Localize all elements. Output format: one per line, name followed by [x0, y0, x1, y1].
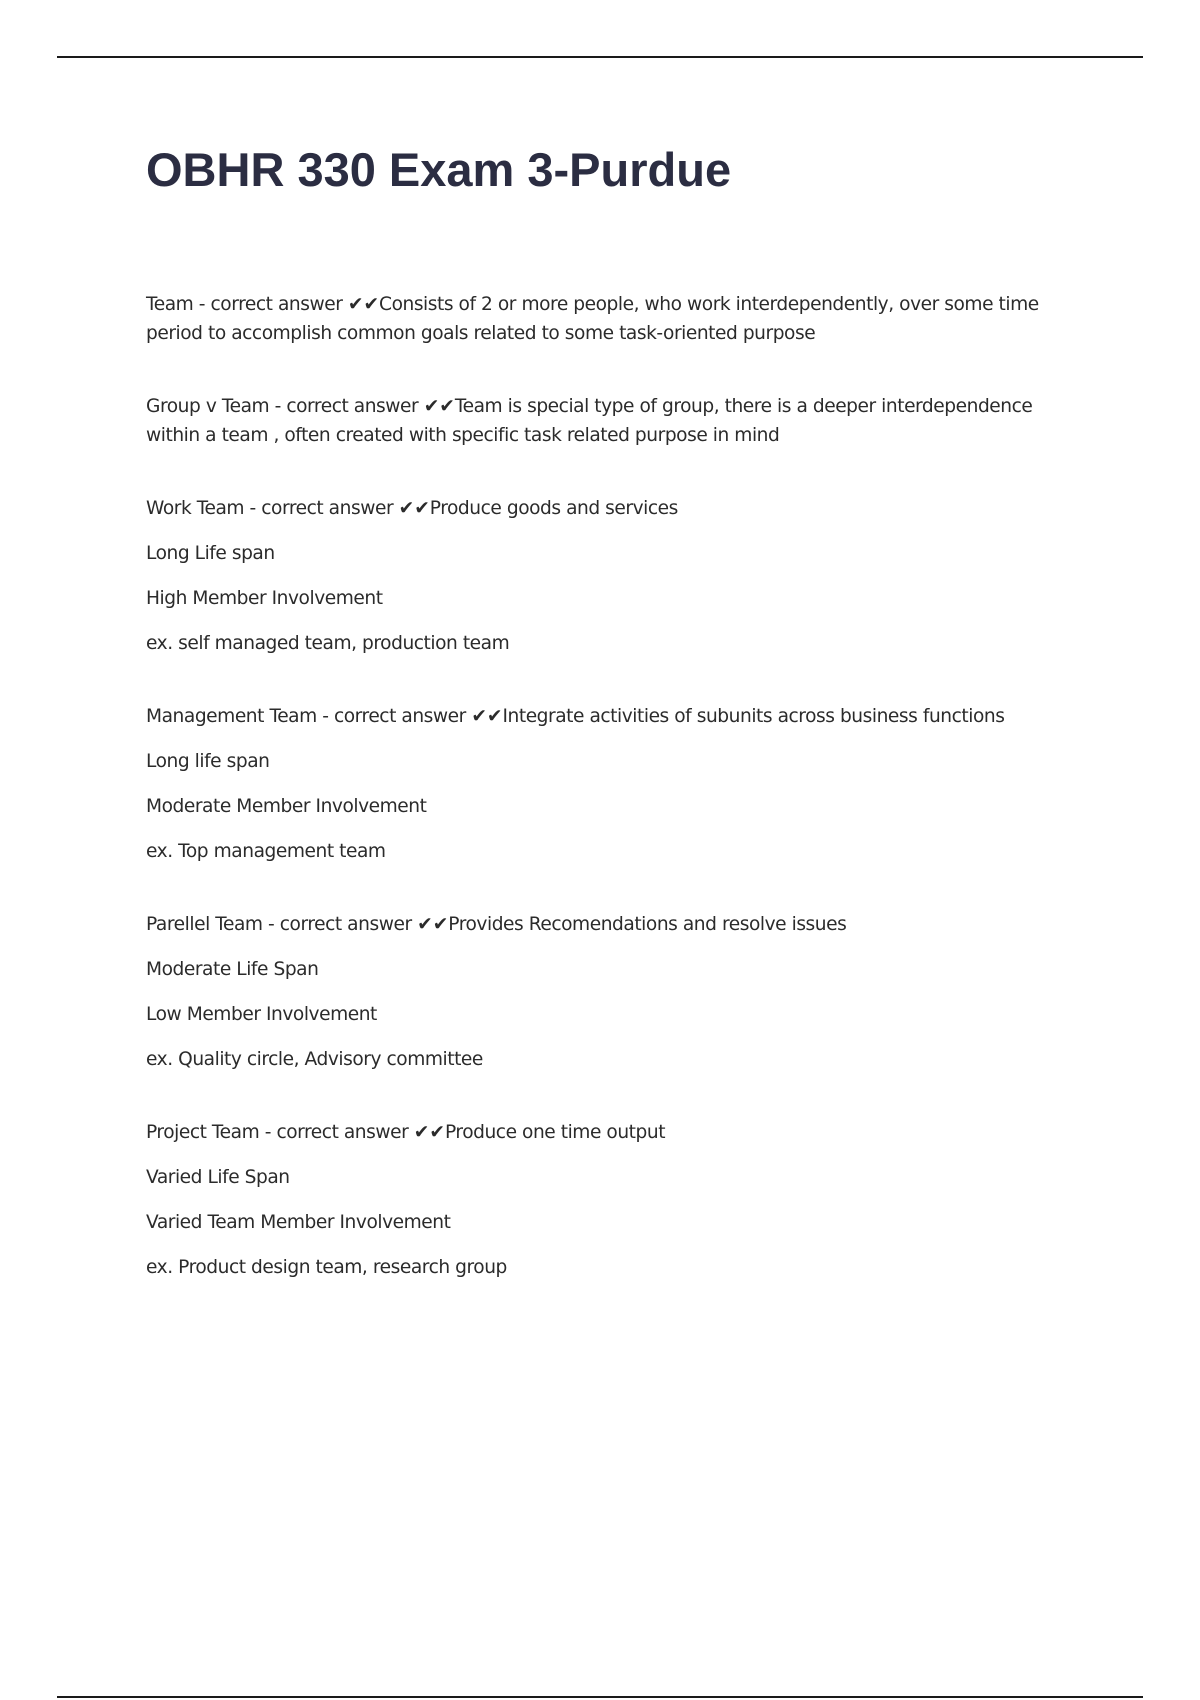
entry-detail: Varied Team Member Involvement	[146, 1212, 451, 1233]
entry-term: Parellel Team - correct answer	[146, 914, 418, 935]
entry-detail: Low Member Involvement	[146, 1004, 377, 1025]
entry-management-team	[146, 702, 1066, 866]
checkmark-icon: ✔✔	[398, 498, 430, 519]
entry-text	[146, 702, 1066, 731]
checkmark-icon: ✔✔	[471, 706, 503, 727]
entry-text	[146, 290, 1066, 348]
entry-term: Group v Team - correct answer	[146, 396, 424, 417]
entry-text	[146, 1118, 1066, 1147]
entry-term: Project Team - correct answer	[146, 1122, 414, 1143]
entry-term: Management Team - correct answer	[146, 706, 472, 727]
entry-term: Work Team - correct answer	[146, 498, 399, 519]
entry-detail: Moderate Member Involvement	[146, 796, 427, 817]
entry-work-team	[146, 494, 1066, 658]
entry-definition: Consists of 2 or more people, who work interdependently, over some time period to accomplish common goals related to some task-oriented purpose	[146, 294, 1039, 344]
checkmark-icon: ✔✔	[423, 396, 455, 417]
entry-detail: Long life span	[146, 751, 270, 772]
entry-detail: High Member Involvement	[146, 588, 383, 609]
entry-text	[146, 910, 1066, 939]
entry-detail: ex. Quality circle, Advisory committee	[146, 1049, 483, 1070]
checkmark-icon: ✔✔	[413, 1122, 445, 1143]
entry-text	[146, 392, 1066, 450]
document-body	[146, 290, 1066, 1326]
entry-detail: ex. Top management team	[146, 841, 386, 862]
entry-detail: ex. self managed team, production team	[146, 633, 510, 654]
entry-detail: Varied Life Span	[146, 1167, 290, 1188]
checkmark-icon: ✔✔	[347, 294, 380, 315]
entry-definition: Produce one time output	[444, 1122, 666, 1143]
entry-definition: Integrate activities of subunits across business functions	[502, 706, 1005, 727]
entry-team	[146, 290, 1066, 348]
checkmark-icon: ✔✔	[417, 914, 449, 935]
entry-definition: Team is special type of group, there is a deeper interdependence within a team , often created with specific task related purpose in mind	[146, 396, 1033, 446]
entry-detail: Long Life span	[146, 543, 275, 564]
entry-parellel-team	[146, 910, 1066, 1074]
entry-definition: Provides Recomendations and resolve issues	[448, 914, 847, 935]
document-title: OBHR 330 Exam 3-Purdue	[146, 143, 732, 196]
bottom-rule	[57, 1696, 1143, 1698]
entry-group-v-team	[146, 392, 1066, 450]
entry-project-team	[146, 1118, 1066, 1282]
top-rule	[57, 56, 1143, 58]
entry-text	[146, 494, 1066, 523]
entry-term: Team - correct answer	[146, 294, 348, 315]
entry-detail: ex. Product design team, research group	[146, 1257, 507, 1278]
entry-detail: Moderate Life Span	[146, 959, 319, 980]
entry-definition: Produce goods and services	[429, 498, 678, 519]
